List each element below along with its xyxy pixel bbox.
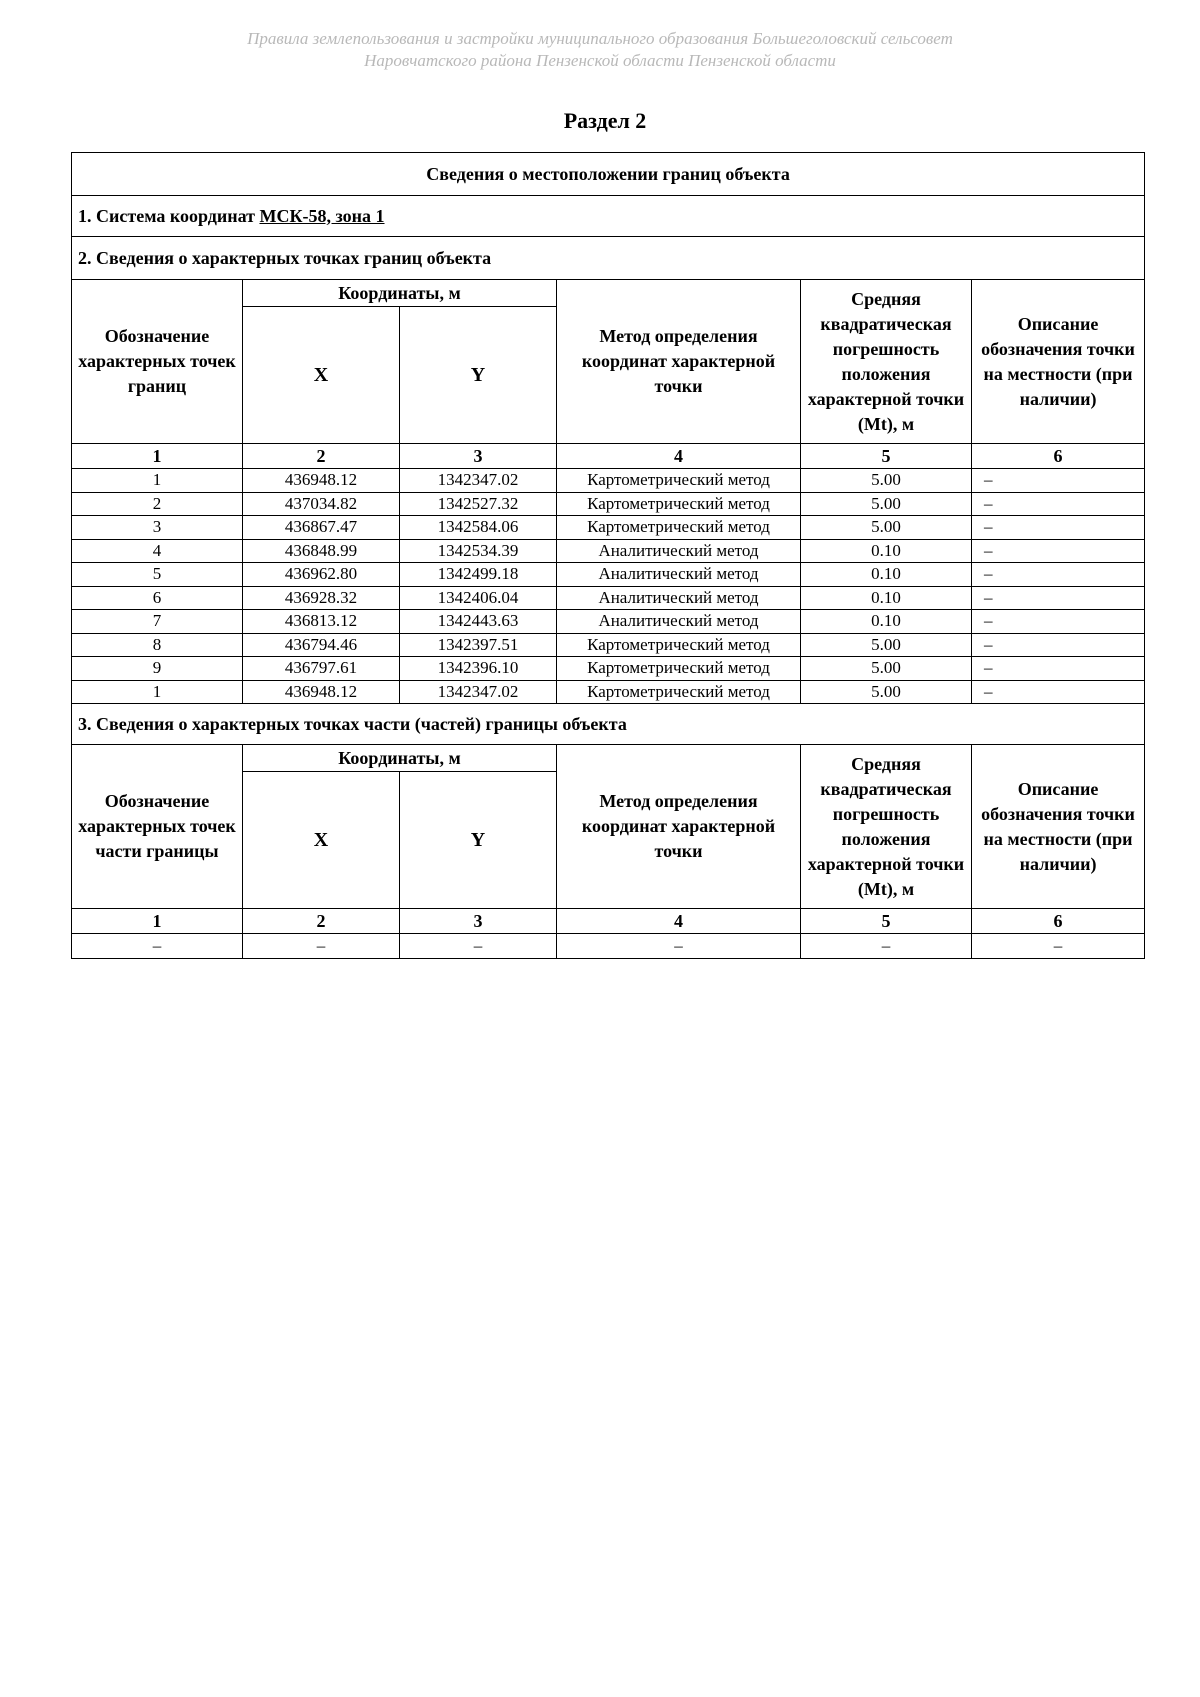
part-header-coordinates: Координаты, м xyxy=(243,745,557,772)
cell-x: 436848.99 xyxy=(243,539,400,563)
table-row xyxy=(72,657,1145,681)
table-row xyxy=(72,610,1145,634)
coord-system-label: 1. Система координат xyxy=(78,205,255,226)
table-row xyxy=(72,586,1145,610)
col-num-1: 1 xyxy=(72,444,243,469)
header-x: X xyxy=(243,307,400,444)
part-header-description: Описание обозначения точки на местности (при наличии) xyxy=(972,745,1145,909)
part-header-method: Метод определения координат характерной точки xyxy=(557,745,801,909)
cell-x: 436928.32 xyxy=(243,586,400,610)
header-method: Метод определения координат характерной точки xyxy=(557,280,801,444)
cell-x: 436867.47 xyxy=(243,516,400,540)
part-cell-error: – xyxy=(801,934,972,959)
cell-y: 1342499.18 xyxy=(400,563,557,587)
cell-y: 1342396.10 xyxy=(400,657,557,681)
table-row xyxy=(72,563,1145,587)
table-row xyxy=(72,633,1145,657)
cell-point: 1 xyxy=(72,680,243,704)
cell-x: 436794.46 xyxy=(243,633,400,657)
coord-system-value: МСК-58, зона 1 xyxy=(259,205,385,226)
cell-method: Картометрический метод xyxy=(557,633,801,657)
cell-error: 5.00 xyxy=(801,469,972,493)
cell-desc: – xyxy=(972,563,1145,587)
cell-y: 1342443.63 xyxy=(400,610,557,634)
cell-desc: – xyxy=(972,516,1145,540)
part-cell-y: – xyxy=(400,934,557,959)
table-row xyxy=(72,516,1145,540)
part-header-x: X xyxy=(243,772,400,909)
part-table-row xyxy=(72,934,1145,959)
cell-y: 1342347.02 xyxy=(400,469,557,493)
cell-desc: – xyxy=(972,492,1145,516)
part-header-point-designation: Обозначение характерных точек части границы xyxy=(72,745,243,909)
page-header xyxy=(0,28,1200,72)
part-column-number-row xyxy=(72,909,1145,934)
cell-method: Аналитический метод xyxy=(557,586,801,610)
cell-x: 436813.12 xyxy=(243,610,400,634)
part-cell-x: – xyxy=(243,934,400,959)
part-cell-desc: – xyxy=(972,934,1145,959)
cell-point: 1 xyxy=(72,469,243,493)
cell-error: 0.10 xyxy=(801,610,972,634)
cell-point: 9 xyxy=(72,657,243,681)
cell-point: 7 xyxy=(72,610,243,634)
cell-desc: – xyxy=(972,633,1145,657)
cell-x: 437034.82 xyxy=(243,492,400,516)
cell-x: 436948.12 xyxy=(243,469,400,493)
part-col-num-1: 1 xyxy=(72,909,243,934)
section-2-row xyxy=(72,237,1145,280)
header-point-designation: Обозначение характерных точек границ xyxy=(72,280,243,444)
header-row-1 xyxy=(72,280,1145,307)
cell-error: 5.00 xyxy=(801,657,972,681)
table-row xyxy=(72,469,1145,493)
column-number-row xyxy=(72,444,1145,469)
part-header-row-1 xyxy=(72,745,1145,772)
part-col-num-2: 2 xyxy=(243,909,400,934)
cell-y: 1342527.32 xyxy=(400,492,557,516)
cell-error: 0.10 xyxy=(801,539,972,563)
header-line-1: Правила землепользования и застройки муниципального образования Большеголовский сельсовет xyxy=(247,29,953,48)
cell-desc: – xyxy=(972,586,1145,610)
cell-error: 5.00 xyxy=(801,516,972,540)
cell-method: Картометрический метод xyxy=(557,469,801,493)
cell-error: 5.00 xyxy=(801,492,972,516)
section-2-label: 2. Сведения о характерных точках границ объекта xyxy=(72,237,1145,280)
cell-desc: – xyxy=(972,539,1145,563)
cell-desc: – xyxy=(972,610,1145,634)
col-num-5: 5 xyxy=(801,444,972,469)
cell-y: 1342584.06 xyxy=(400,516,557,540)
cell-x: 436948.12 xyxy=(243,680,400,704)
section-3-label: 3. Сведения о характерных точках части (частей) границы объекта xyxy=(72,704,1145,745)
boundary-table xyxy=(71,152,1145,959)
table-title-row xyxy=(72,153,1145,196)
cell-method: Аналитический метод xyxy=(557,563,801,587)
coord-system-row xyxy=(72,196,1145,237)
part-col-num-4: 4 xyxy=(557,909,801,934)
table-row xyxy=(72,680,1145,704)
cell-y: 1342347.02 xyxy=(400,680,557,704)
col-num-2: 2 xyxy=(243,444,400,469)
col-num-3: 3 xyxy=(400,444,557,469)
part-cell-method: – xyxy=(557,934,801,959)
cell-point: 8 xyxy=(72,633,243,657)
section-3-row xyxy=(72,704,1145,745)
cell-x: 436962.80 xyxy=(243,563,400,587)
col-num-4: 4 xyxy=(557,444,801,469)
section-title: Раздел 2 xyxy=(563,108,647,133)
cell-y: 1342406.04 xyxy=(400,586,557,610)
part-col-num-5: 5 xyxy=(801,909,972,934)
cell-point: 6 xyxy=(72,586,243,610)
header-description: Описание обозначения точки на местности (при наличии) xyxy=(972,280,1145,444)
part-col-num-6: 6 xyxy=(972,909,1145,934)
cell-y: 1342397.51 xyxy=(400,633,557,657)
cell-method: Картометрический метод xyxy=(557,492,801,516)
cell-point: 3 xyxy=(72,516,243,540)
cell-method: Картометрический метод xyxy=(557,657,801,681)
cell-error: 0.10 xyxy=(801,586,972,610)
cell-point: 5 xyxy=(72,563,243,587)
cell-error: 5.00 xyxy=(801,633,972,657)
cell-y: 1342534.39 xyxy=(400,539,557,563)
part-header-y: Y xyxy=(400,772,557,909)
cell-method: Картометрический метод xyxy=(557,680,801,704)
part-header-error: Средняя квадратическая погрешность положения характерной точки (Мt), м xyxy=(801,745,972,909)
cell-method: Аналитический метод xyxy=(557,539,801,563)
header-coordinates: Координаты, м xyxy=(243,280,557,307)
cell-method: Картометрический метод xyxy=(557,516,801,540)
cell-point: 2 xyxy=(72,492,243,516)
cell-point: 4 xyxy=(72,539,243,563)
table-title: Сведения о местоположении границ объекта xyxy=(72,153,1145,196)
cell-desc: – xyxy=(972,680,1145,704)
header-line-2: Наровчатского района Пензенской области Пензенской области xyxy=(364,51,836,70)
part-col-num-3: 3 xyxy=(400,909,557,934)
cell-error: 5.00 xyxy=(801,680,972,704)
part-cell-point: – xyxy=(72,934,243,959)
header-error: Средняя квадратическая погрешность положения характерной точки (Мt), м xyxy=(801,280,972,444)
cell-method: Аналитический метод xyxy=(557,610,801,634)
cell-x: 436797.61 xyxy=(243,657,400,681)
cell-desc: – xyxy=(972,657,1145,681)
cell-desc: – xyxy=(972,469,1145,493)
header-y: Y xyxy=(400,307,557,444)
table-row xyxy=(72,539,1145,563)
col-num-6: 6 xyxy=(972,444,1145,469)
cell-error: 0.10 xyxy=(801,563,972,587)
table-row xyxy=(72,492,1145,516)
